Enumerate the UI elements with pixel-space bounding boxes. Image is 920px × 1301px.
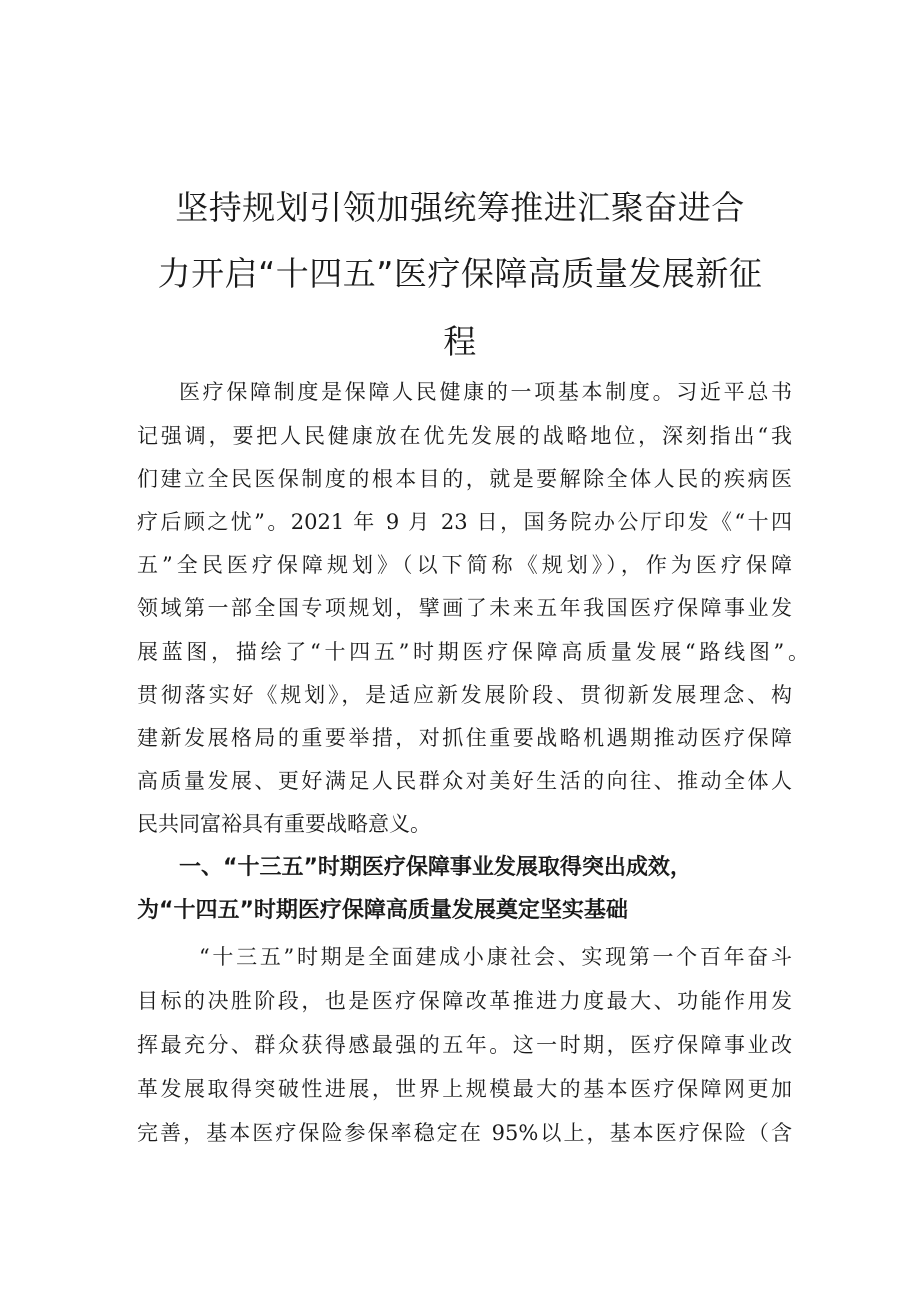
intro-paragraph-line: 五”全民医疗保障规划》（以下简称《规划》），作为医疗保障	[137, 553, 792, 577]
section-paragraph-line: 完善，基本医疗保险参保率稳定在 95%以上，基本医疗保险（含	[137, 1121, 792, 1145]
section-heading-line-2: 为“十四五”时期医疗保障高质量发展奠定坚实基础	[137, 898, 628, 923]
section-heading-line-1: 一、“十三五”时期医疗保障事业发展取得突出成效，	[179, 855, 692, 880]
intro-paragraph-line: 民共同富裕具有重要战略意义。	[137, 812, 431, 836]
document-title-line-1: 坚持规划引领加强统筹推进汇聚奋进合	[175, 188, 745, 227]
intro-paragraph-line: 展蓝图，描绘了“十四五”时期医疗保障高质量发展“路线图”。	[137, 640, 809, 664]
intro-paragraph-line: 疗后顾之忧”。2021 年 9 月 23 日，国务院办公厅印发《“十四	[137, 510, 792, 534]
intro-paragraph-line: 贯彻落实好《规划》，是适应新发展阶段、贯彻新发展理念、构	[137, 683, 792, 707]
intro-paragraph-line: 建新发展格局的重要举措，对抓住重要战略机遇期推动医疗保障	[137, 726, 792, 750]
intro-paragraph-line: 们建立全民医保制度的根本目的，就是要解除全体人民的疾病医	[137, 467, 792, 491]
intro-paragraph-line: 高质量发展、更好满足人民群众对美好生活的向往、推动全体人	[137, 769, 792, 793]
section-paragraph-line: 目标的决胜阶段，也是医疗保障改革推进力度最大、功能作用发	[137, 989, 792, 1013]
document-title-line-3: 程	[443, 322, 477, 361]
document-title-line-2: 力开启“十四五”医疗保障高质量发展新征	[157, 254, 763, 293]
section-paragraph-line: 革发展取得突破性进展，世界上规模最大的基本医疗保障网更加	[137, 1077, 792, 1101]
section-paragraph-line: “十三五”时期是全面建成小康社会、实现第一个百年奋斗	[199, 945, 792, 969]
intro-paragraph-line: 记强调，要把人民健康放在优先发展的战略地位，深刻指出“我	[137, 424, 792, 448]
intro-paragraph-line: 医疗保障制度是保障人民健康的一项基本制度。习近平总书	[179, 380, 792, 404]
intro-paragraph-line: 领域第一部全国专项规划，擘画了未来五年我国医疗保障事业发	[137, 596, 792, 620]
section-paragraph-line: 挥最充分、群众获得感最强的五年。这一时期，医疗保障事业改	[137, 1033, 792, 1057]
